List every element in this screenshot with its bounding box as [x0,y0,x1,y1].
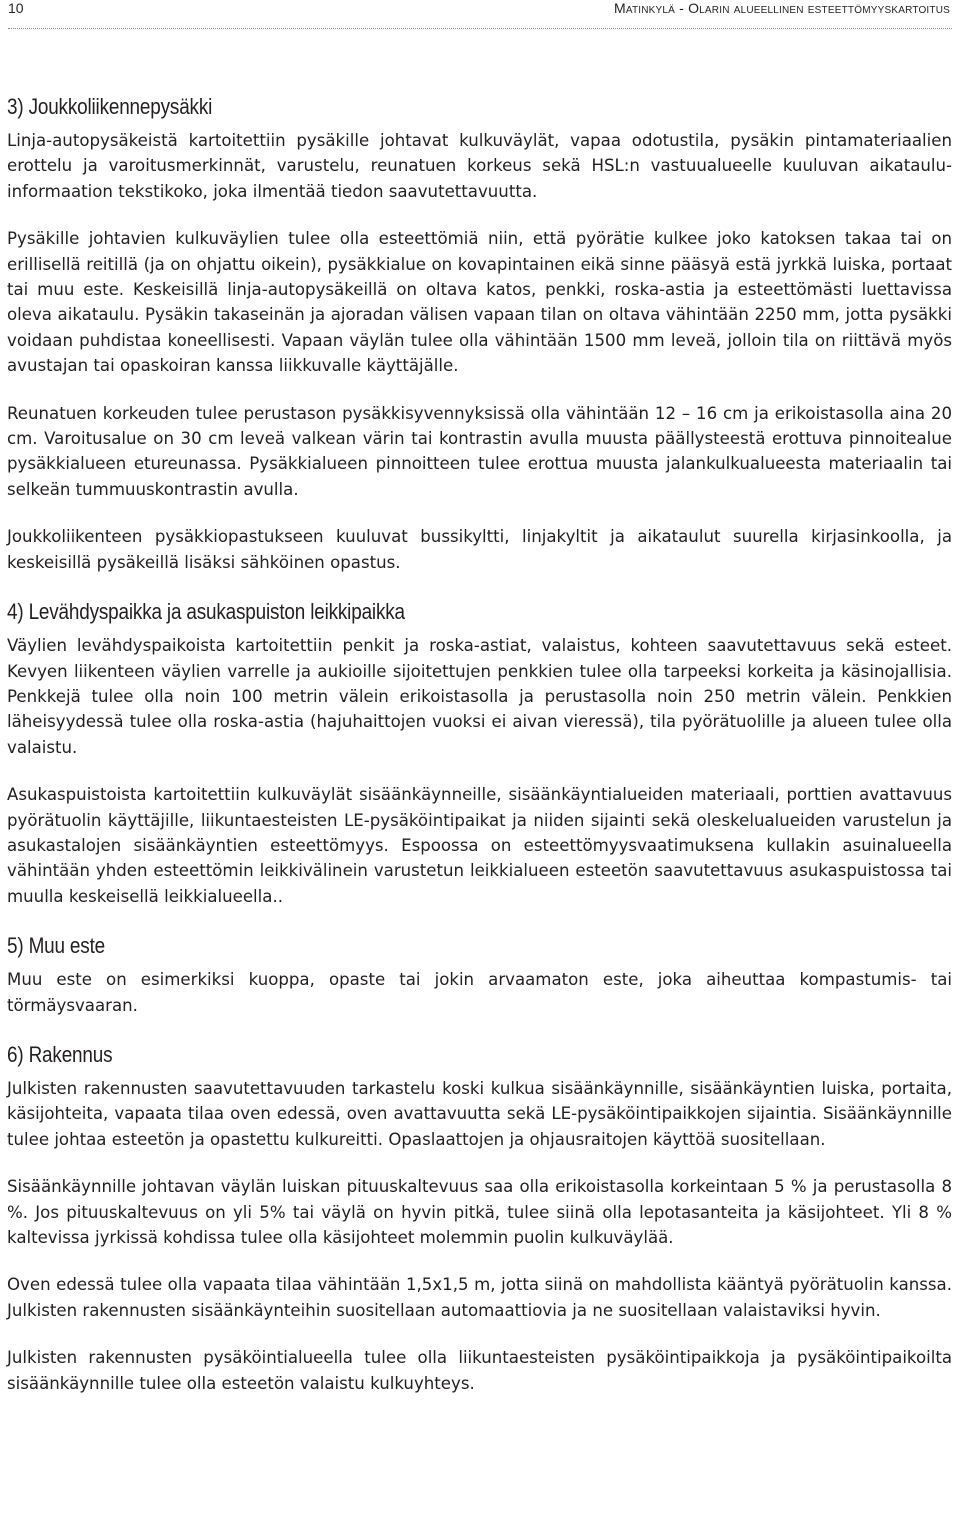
section-other-obstacle [7,931,952,1018]
paragraph: Pysäkille johtavien kulkuväylien tulee olla esteettömiä niin, että pyörätie kulkee joko katoksen takaa tai on erillisellä reitillä (ja on ohjattu oikein), pysäkkialue on kovapintainen eikä sinne pääsyä estä jyrkkä luiska, portaat tai muu este. Keskeisillä linja-autopysäkeillä on oltava katos, penkki, roska-astia ja esteettömästi luettavissa oleva aikataulu. Pysäkin takaseinän ja ajoradan välisen vapaan tilan on oltava vähintään 2250 mm, jotta pysäkki voidaan puhdistaa koneellisesti. Vapaan väylän tulee olla vähintään 1500 mm leveä, jolloin tila on riittävä myös avustajan tai opaskoiran kanssa liikkuvalle käyttäjälle. [7,229,952,376]
paragraph: Joukkoliikenteen pysäkkiopastukseen kuuluvat bussikyltti, linjakyltit ja aikataulut suurella kirjasinkoolla, ja keskeisillä pysäkeillä lisäksi sähköinen opastus. [7,527,952,572]
document-body [7,92,952,1418]
section-heading: 6) Rakennus [7,1041,113,1067]
section-building [7,1040,952,1396]
paragraph: Sisäänkäynnille johtavan väylän luiskan pituuskaltevuus saa olla erikoistasolla korkeintaan 5 % ja perustasolla 8 %. Jos pituuskaltevuus on yli 5% tai väylä on hyvin pitkä, tulee siinä olla lepotasanteita ja käsijohteet. Yli 8 % kaltevissa jyrkissä kohdissa tulee olla käsijohteet molemmin puolin kulkuväylää. [7,1177,952,1247]
section-rest-area [7,597,952,909]
paragraph: Reunatuen korkeuden tulee perustason pysäkkisyvennyksissä olla vähintään 12 – 16 cm ja erikoistasolla aina 20 cm. Varoitusalue on 30 cm leveä valkean värin tai kontrastin avulla muusta päällysteestä erottuva pinnoitealue pysäkkialueen etureunassa. Pysäkkialueen pinnoitteen tulee erottua muusta jalankulkualueesta materiaalin tai selkeän tummuuskontrastin avulla. [7,403,952,499]
paragraph: Muu este on esimerkiksi kuoppa, opaste tai jokin arvaamaton este, joka aiheuttaa kompastumis- tai törmäysvaaran. [7,970,952,1015]
page-number: 10 [8,0,24,16]
paragraph: Asukaspuistoista kartoitettiin kulkuväylät sisäänkäynneille, sisäänkäyntialueiden materiaali, porttien avattavuus pyörätuolin käyttäjille, liikuntaesteisten LE-pysäköintipaikat ja niiden sijainti sekä oleskelualueiden varustelun ja asukastalojen sisäänkäyntien esteettömyys. Espoossa on esteettömyysvaatimuksena kullakin asuinalueella vähintään yhden esteettömin leikkivälinein varustetun leikkialueen esteetön saavutettavuus asukaspuistossa tai muulla keskeisellä leikkialueella.. [7,785,952,906]
page-header [8,0,952,24]
section-bus-stop [7,92,952,575]
paragraph: Oven edessä tulee olla vapaata tilaa vähintään 1,5x1,5 m, jotta siinä on mahdollista kääntyä pyörätuolin kanssa. Julkisten rakennusten sisäänkäynteihin suositellaan automaattiovia ja ne suositellaan valaistaviksi hyvin. [7,1275,952,1320]
paragraph: Julkisten rakennusten pysäköintialueella tulee olla liikuntaesteisten pysäköintipaikkoja ja pysäköintipaikoilta sisäänkäynnille tulee olla esteetön valaistu kulkuyhteys. [7,1348,952,1393]
paragraph: Julkisten rakennusten saavutettavuuden tarkastelu koski kulkua sisäänkäynnille, sisäänkäyntien luiska, portaita, käsijohteita, vapaata tilaa oven edessä, oven avattavuutta sekä LE-pysäköintipaikkojen sijaintia. Sisäänkäynnille tulee johtaa esteetön ja opastettu kulkureitti. Opaslaattojen ja ohjausraitojen käyttöä suositellaan. [7,1078,952,1149]
header-divider [8,28,952,29]
running-title: Matinkylä - Olarin alueellinen esteettömyyskartoitus [613,0,950,16]
section-heading: 3) Joukkoliikennepysäkki [7,94,213,119]
section-heading: 5) Muu este [7,933,106,959]
section-heading: 4) Levähdyspaikka ja asukaspuiston leikkipaikka [7,599,405,625]
paragraph: Väylien levähdyspaikoista kartoitettiin penkit ja roska-astiat, valaistus, kohteen saavutettavuus sekä esteet. Kevyen liikenteen väylien varrelle ja aukioille sijoitettujen penkkien tulee olla tarpeeksi korkeita ja käsinojallisia. Penkkejä tulee olla noin 100 metrin välein erikoistasolla ja perustasolla noin 250 metrin välein. Penkkien läheisyydessä tulee olla roska-astia (hajuhaittojen vuoksi ei aivan vieressä), tila pyörätuolille ja alueen tulee olla valaistu. [7,636,952,757]
paragraph: Linja-autopysäkeistä kartoitettiin pysäkille johtavat kulkuväylät, vapaa odotustila, pysäkin pintamateriaalien erottelu ja varoitusmerkinnät, varustelu, reunatuen korkeus sekä HSL:n vastuualueelle kuuluvan aikataulu-informaation tekstikoko, joka ilmentää tiedon saavutettavuutta. [7,131,952,201]
